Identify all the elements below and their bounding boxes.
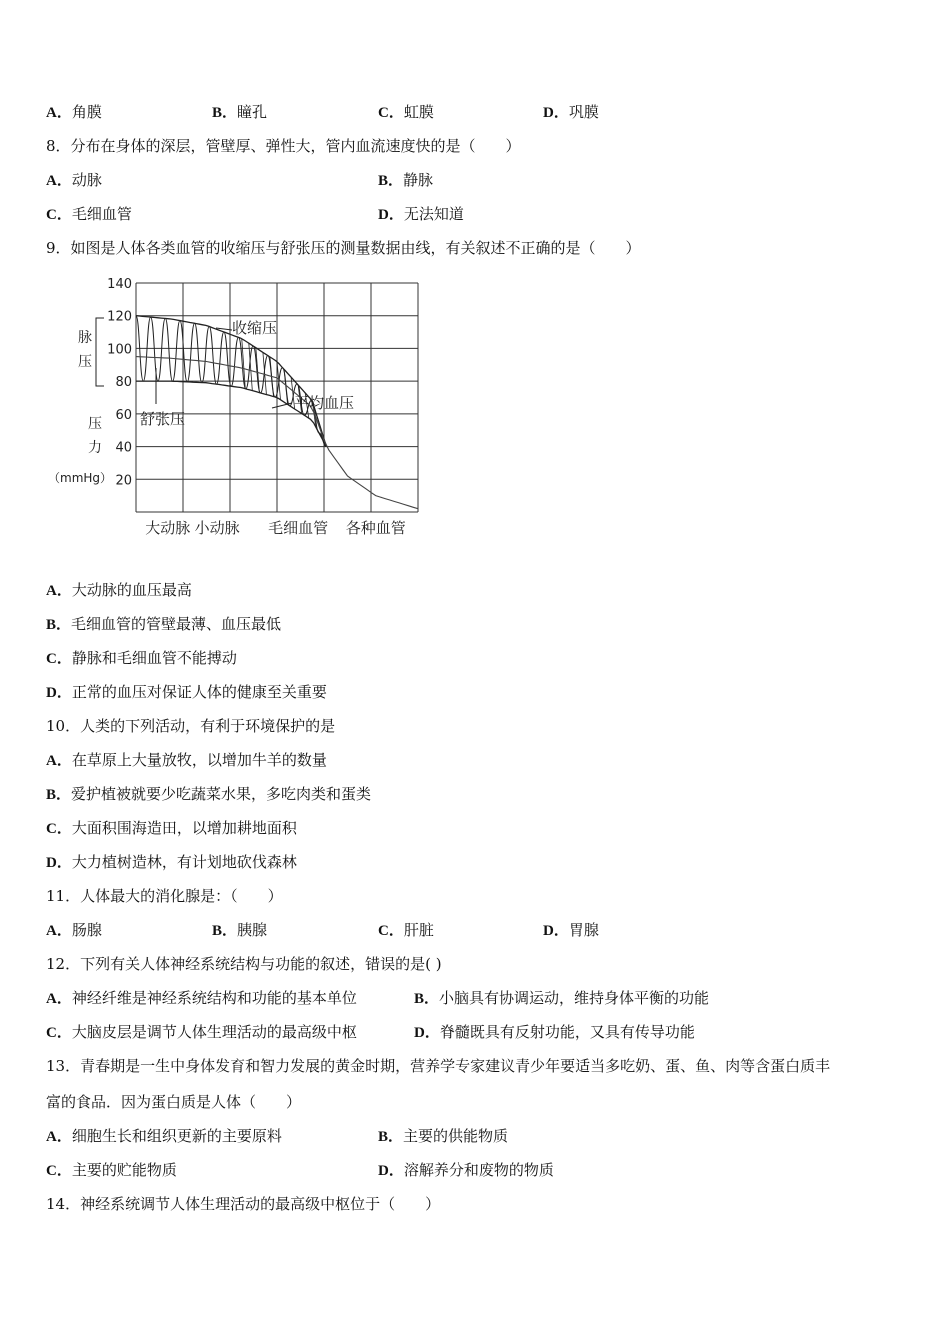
q11-option-b: B．胰腺 — [212, 921, 268, 939]
q11-option-d: D．胃腺 — [543, 921, 599, 939]
q12-option-c: C．大脑皮层是调节人体生理活动的最高级中枢 — [46, 1023, 357, 1041]
x-category-labels — [145, 519, 405, 537]
mean-pressure-label: 平均血压 — [294, 394, 355, 412]
diastolic-label: 舒张压 — [140, 410, 186, 428]
q10-option-a: A．在草原上大量放牧，以增加牛羊的数量 — [46, 751, 327, 769]
y-tick-label: 80 — [115, 375, 132, 391]
q11-stem: 11．人体最大的消化腺是：（ ） — [46, 887, 283, 905]
y-axis-label-unit: （mmHg） — [48, 471, 113, 485]
q13-option-a: A．细胞生长和组织更新的主要原料 — [46, 1127, 282, 1145]
q12-option-a: A．神经纤维是神经系统结构和功能的基本单位 — [46, 989, 357, 1007]
q12-stem: 12．下列有关人体神经系统结构与功能的叙述，错误的是( ) — [46, 955, 442, 973]
q8-stem: 8．分布在身体的深层，管壁厚、弹性大，管内血流速度快的是（ ） — [46, 137, 521, 155]
x-category-label: 大动脉 — [145, 519, 191, 537]
q14-stem: 14．神经系统调节人体生理活动的最高级中枢位于（ ） — [46, 1195, 441, 1213]
y-tick-labels — [107, 277, 132, 488]
q8-option-b: B．静脉 — [378, 171, 434, 189]
q10-option-c: C．大面积围海造田，以增加耕地面积 — [46, 819, 297, 837]
q8-option-d: D．无法知道 — [378, 205, 464, 223]
q11-option-a: A．肠腺 — [46, 921, 102, 939]
q13-stem-line1: 13．青春期是一生中身体发育和智力发展的黄金时期，营养学专家建议青少年要适当多吃奶、蛋、鱼、肉等含蛋白质丰 — [46, 1057, 831, 1075]
x-category-label: 毛细血管 — [268, 519, 329, 537]
q13-option-c: C．主要的贮能物质 — [46, 1161, 177, 1179]
q7-option-c: C．虹膜 — [378, 103, 434, 121]
q11-option-c: C．肝脏 — [378, 921, 434, 939]
y-tick-label: 40 — [115, 440, 132, 456]
q10-stem: 10．人类的下列活动，有利于环境保护的是 — [46, 717, 336, 735]
q10-option-b: B．爱护植被就要少吃蔬菜水果，多吃肉类和蛋类 — [46, 785, 372, 803]
blood-pressure-chart — [44, 270, 444, 548]
pulse-pressure-bracket — [96, 318, 104, 386]
y-axis-label-char2: 力 — [88, 440, 102, 456]
x-category-label: 各种血管 — [345, 519, 406, 537]
q10-option-d: D．大力植树造林，有计划地砍伐森林 — [46, 853, 297, 871]
q8-option-a: A．动脉 — [46, 171, 102, 189]
q13-option-b: B．主要的供能物质 — [378, 1127, 509, 1145]
q12-option-b: B．小脑具有协调运动，维持身体平衡的功能 — [414, 989, 710, 1007]
systolic-label: 收缩压 — [232, 319, 278, 337]
q9-option-a: A．大动脉的血压最高 — [46, 581, 192, 599]
y-tick-label: 100 — [107, 342, 132, 358]
q7-option-a: A．角膜 — [46, 103, 102, 121]
y-tick-label: 140 — [107, 277, 132, 292]
q9-option-b: B．毛细血管的管壁最薄、血压最低 — [46, 615, 282, 633]
q9-option-d: D．正常的血压对保证人体的健康至关重要 — [46, 683, 327, 701]
y-tick-label: 20 — [115, 473, 132, 489]
q9-option-c: C．静脉和毛细血管不能搏动 — [46, 649, 237, 667]
pulse-pressure-label-char2: 压 — [78, 354, 92, 370]
q7-option-b: B．瞳孔 — [212, 103, 268, 121]
y-tick-label: 120 — [107, 309, 132, 325]
q7-option-d: D．巩膜 — [543, 103, 599, 121]
q12-option-d: D．脊髓既具有反射功能，又具有传导功能 — [414, 1023, 695, 1041]
x-category-label: 小动脉 — [194, 519, 240, 537]
q13-option-d: D．溶解养分和废物的物质 — [378, 1161, 554, 1179]
q8-option-c: C．毛细血管 — [46, 205, 132, 223]
q9-stem: 9．如图是人体各类血管的收缩压与舒张压的测量数据由线，有关叙述不正确的是（ ） — [46, 239, 641, 257]
y-axis-label-char1: 压 — [88, 416, 102, 432]
q13-stem-line2: 富的食品．因为蛋白质是人体（ ） — [46, 1093, 302, 1111]
pulse-pressure-label-char1: 脉 — [78, 330, 92, 346]
y-tick-label: 60 — [115, 407, 132, 423]
